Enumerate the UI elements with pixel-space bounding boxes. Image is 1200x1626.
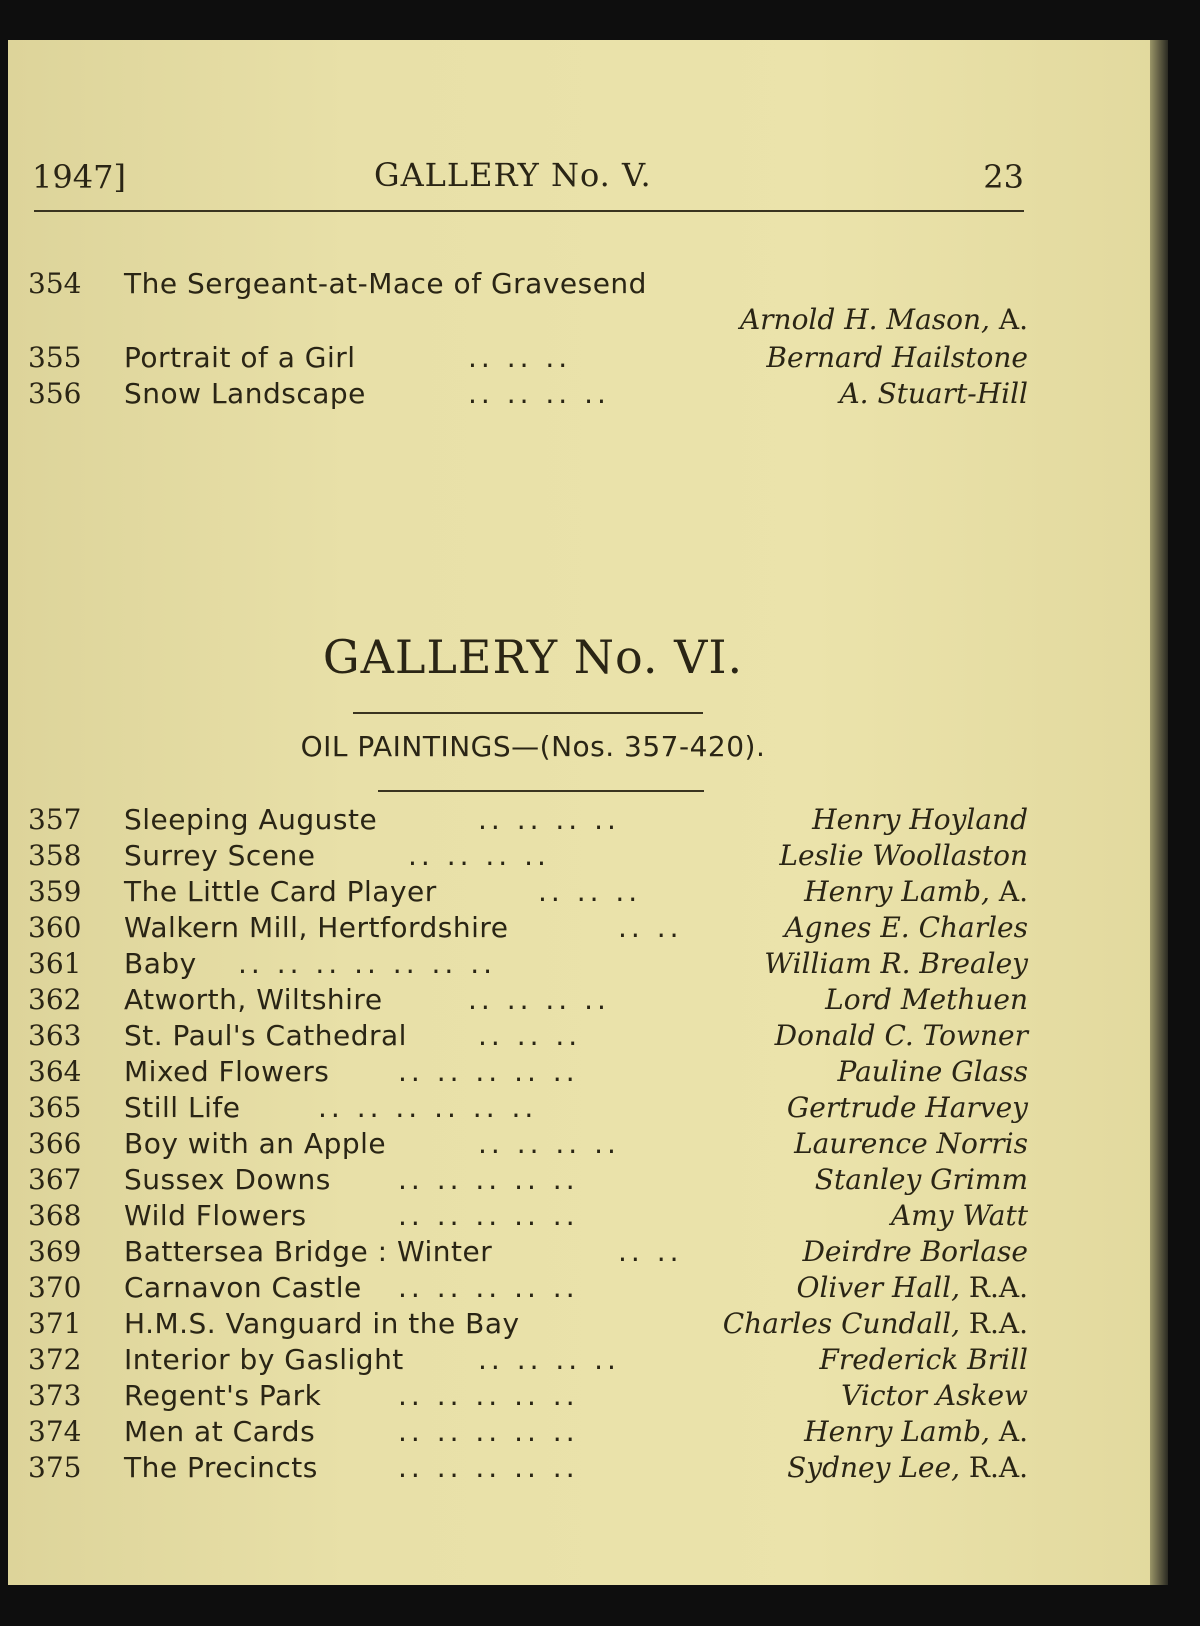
running-head-title: GALLERY No. V. (374, 156, 652, 194)
leader-dots: .. .. .. (478, 1019, 582, 1052)
leader-dots: .. .. .. .. .. (398, 1199, 579, 1232)
entry-number: 360 (28, 911, 82, 944)
entry-artist (764, 946, 1028, 982)
artist-name: Bernard Hailstone (766, 341, 1028, 374)
catalogue-entry (28, 1126, 1028, 1162)
entry-title: Regent's Park (124, 1379, 322, 1412)
entry-artist (841, 1378, 1028, 1414)
entry-artist (740, 302, 1028, 338)
leader-dots: .. .. .. .. (468, 377, 610, 410)
entry-title: Walkern Mill, Hertfordshire (124, 911, 509, 944)
catalogue-entry (28, 1198, 1028, 1234)
catalogue-page (8, 40, 1160, 1585)
entry-title: Atworth, Wiltshire (124, 983, 383, 1016)
leader-dots: .. .. .. .. .. (398, 1271, 579, 1304)
entry-number: 372 (28, 1343, 82, 1376)
entry-title: Mixed Flowers (124, 1055, 330, 1088)
entry-artist (797, 1270, 1028, 1306)
entry-number: 371 (28, 1307, 82, 1340)
section-rule-top (353, 712, 703, 714)
entry-title: Boy with an Apple (124, 1127, 387, 1160)
entry-title: Portrait of a Girl (124, 341, 356, 374)
catalogue-entry (28, 1090, 1028, 1126)
catalogue-entry (28, 1414, 1028, 1450)
entry-number: 366 (28, 1127, 82, 1160)
entry-artist (787, 1090, 1028, 1126)
entry-artist (766, 340, 1028, 376)
leader-dots: .. .. .. .. (478, 803, 620, 836)
catalogue-entry (28, 946, 1028, 982)
entry-number: 365 (28, 1091, 82, 1124)
artist-name: Laurence Norris (794, 1127, 1028, 1160)
leader-dots: .. .. .. .. .. (398, 1163, 579, 1196)
leader-dots: .. .. .. .. .. (398, 1451, 579, 1484)
artist-name: Sydney Lee, (787, 1451, 960, 1484)
artist-name: Charles Cundall, (722, 1307, 960, 1340)
entry-artist (723, 1306, 1028, 1342)
entry-number: 363 (28, 1019, 82, 1052)
catalogue-entry (28, 874, 1028, 910)
catalogue-entry (28, 1450, 1028, 1486)
entry-title: Surrey Scene (124, 839, 316, 872)
entry-artist (819, 1342, 1028, 1378)
leader-dots: .. .. .. .. (468, 983, 610, 1016)
entry-number: 357 (28, 803, 82, 836)
catalogue-entry-artist-line (28, 302, 1028, 338)
header-rule (34, 210, 1024, 212)
entry-number: 364 (28, 1055, 82, 1088)
entry-number: 362 (28, 983, 82, 1016)
entry-title: Sussex Downs (124, 1163, 331, 1196)
artist-honor: A. (998, 303, 1028, 336)
catalogue-entry (28, 1018, 1028, 1054)
entry-title: The Sergeant-at-Mace of Gravesend (124, 267, 647, 300)
entry-artist (784, 910, 1028, 946)
artist-name: Amy Watt (890, 1199, 1028, 1232)
leader-dots: .. .. (618, 911, 683, 944)
artist-honor: A. (998, 875, 1028, 908)
catalogue-entry (28, 1306, 1028, 1342)
catalogue-entry (28, 1378, 1028, 1414)
entry-artist (804, 874, 1028, 910)
entry-number: 370 (28, 1271, 82, 1304)
entry-artist (802, 1234, 1028, 1270)
artist-name: Agnes E. Charles (784, 911, 1028, 944)
artist-name: Stanley Grimm (814, 1163, 1028, 1196)
catalogue-entry (28, 340, 1028, 376)
entry-artist (794, 1126, 1028, 1162)
artist-name: Frederick Brill (819, 1343, 1028, 1376)
page-edge (1150, 40, 1168, 1585)
leader-dots: .. .. .. .. .. (398, 1055, 579, 1088)
entry-number: 358 (28, 839, 82, 872)
entry-artist (839, 376, 1028, 412)
entry-artist (804, 1414, 1028, 1450)
entry-title: The Precincts (124, 1451, 318, 1484)
section-subtitle: OIL PAINTINGS—(Nos. 357-420). (300, 730, 766, 763)
catalogue-entry (28, 1234, 1028, 1270)
entry-title: Battersea Bridge : Winter (124, 1235, 493, 1268)
running-head (24, 158, 1024, 198)
section-title: GALLERY No. VI. (322, 630, 744, 684)
catalogue-entry (28, 1270, 1028, 1306)
leader-dots: .. .. .. .. (478, 1343, 620, 1376)
artist-name: Gertrude Harvey (786, 1091, 1028, 1124)
artist-name: William R. Brealey (764, 947, 1028, 980)
entry-number: 374 (28, 1415, 82, 1448)
artist-name: Oliver Hall, (796, 1271, 960, 1304)
entry-title: Snow Landscape (124, 377, 366, 410)
entry-number: 369 (28, 1235, 82, 1268)
artist-honor: R.A. (968, 1307, 1028, 1340)
leader-dots: .. .. (618, 1235, 683, 1268)
entry-number: 375 (28, 1451, 82, 1484)
artist-name: A. Stuart-Hill (839, 377, 1028, 410)
entry-artist (815, 1162, 1028, 1198)
artist-honor: R.A. (968, 1271, 1028, 1304)
leader-dots: .. .. .. .. .. .. (318, 1091, 538, 1124)
artist-name: Donald C. Towner (774, 1019, 1028, 1052)
running-head-year: 1947] (32, 158, 126, 196)
artist-name: Victor Askew (841, 1379, 1028, 1412)
entry-artist (838, 1054, 1028, 1090)
leader-dots: .. .. .. .. (408, 839, 550, 872)
catalogue-entry (28, 802, 1028, 838)
catalogue-entry (28, 1342, 1028, 1378)
entry-artist (825, 982, 1028, 1018)
entry-title: Men at Cards (124, 1415, 316, 1448)
page-number: 23 (983, 158, 1024, 196)
entry-number: 356 (28, 377, 82, 410)
entry-number: 361 (28, 947, 82, 980)
leader-dots: .. .. .. .. .. (398, 1379, 579, 1412)
artist-name: Arnold H. Mason, (739, 303, 990, 336)
entry-title: Baby (124, 947, 197, 980)
entry-title: Interior by Gaslight (124, 1343, 404, 1376)
leader-dots: .. .. .. (468, 341, 572, 374)
artist-honor: R.A. (968, 1451, 1028, 1484)
artist-honor: A. (998, 1415, 1028, 1448)
leader-dots: .. .. .. (538, 875, 642, 908)
entry-number: 368 (28, 1199, 82, 1232)
entry-number: 359 (28, 875, 82, 908)
catalogue-entry (28, 376, 1028, 412)
catalogue-entry (28, 266, 1028, 302)
entry-title: St. Paul's Cathedral (124, 1019, 407, 1052)
entry-number: 373 (28, 1379, 82, 1412)
entry-artist (779, 838, 1028, 874)
artist-name: Pauline Glass (837, 1055, 1028, 1088)
entry-title: Wild Flowers (124, 1199, 307, 1232)
artist-name: Henry Lamb, (804, 1415, 990, 1448)
artist-name: Leslie Woollaston (779, 839, 1028, 872)
entry-artist (891, 1198, 1028, 1234)
leader-dots: .. .. .. .. .. .. .. (238, 947, 497, 980)
catalogue-entry (28, 982, 1028, 1018)
entry-artist (812, 802, 1028, 838)
entry-title: H.M.S. Vanguard in the Bay (124, 1307, 520, 1340)
catalogue-entry (28, 1162, 1028, 1198)
artist-name: Lord Methuen (825, 983, 1028, 1016)
entry-number: 354 (28, 267, 82, 300)
entry-title: Still Life (124, 1091, 241, 1124)
entry-artist (787, 1450, 1028, 1486)
section-rule-bottom (378, 790, 704, 792)
entry-title: Carnavon Castle (124, 1271, 362, 1304)
entry-number: 367 (28, 1163, 82, 1196)
artist-name: Deirdre Borlase (802, 1235, 1028, 1268)
entry-number: 355 (28, 341, 82, 374)
catalogue-entry (28, 910, 1028, 946)
leader-dots: .. .. .. .. (478, 1127, 620, 1160)
leader-dots: .. .. .. .. .. (398, 1415, 579, 1448)
artist-name: Henry Lamb, (804, 875, 990, 908)
entry-artist (775, 1018, 1028, 1054)
catalogue-entry (28, 1054, 1028, 1090)
entry-title: Sleeping Auguste (124, 803, 378, 836)
catalogue-entry (28, 838, 1028, 874)
entry-title: The Little Card Player (124, 875, 437, 908)
artist-name: Henry Hoyland (812, 803, 1028, 836)
